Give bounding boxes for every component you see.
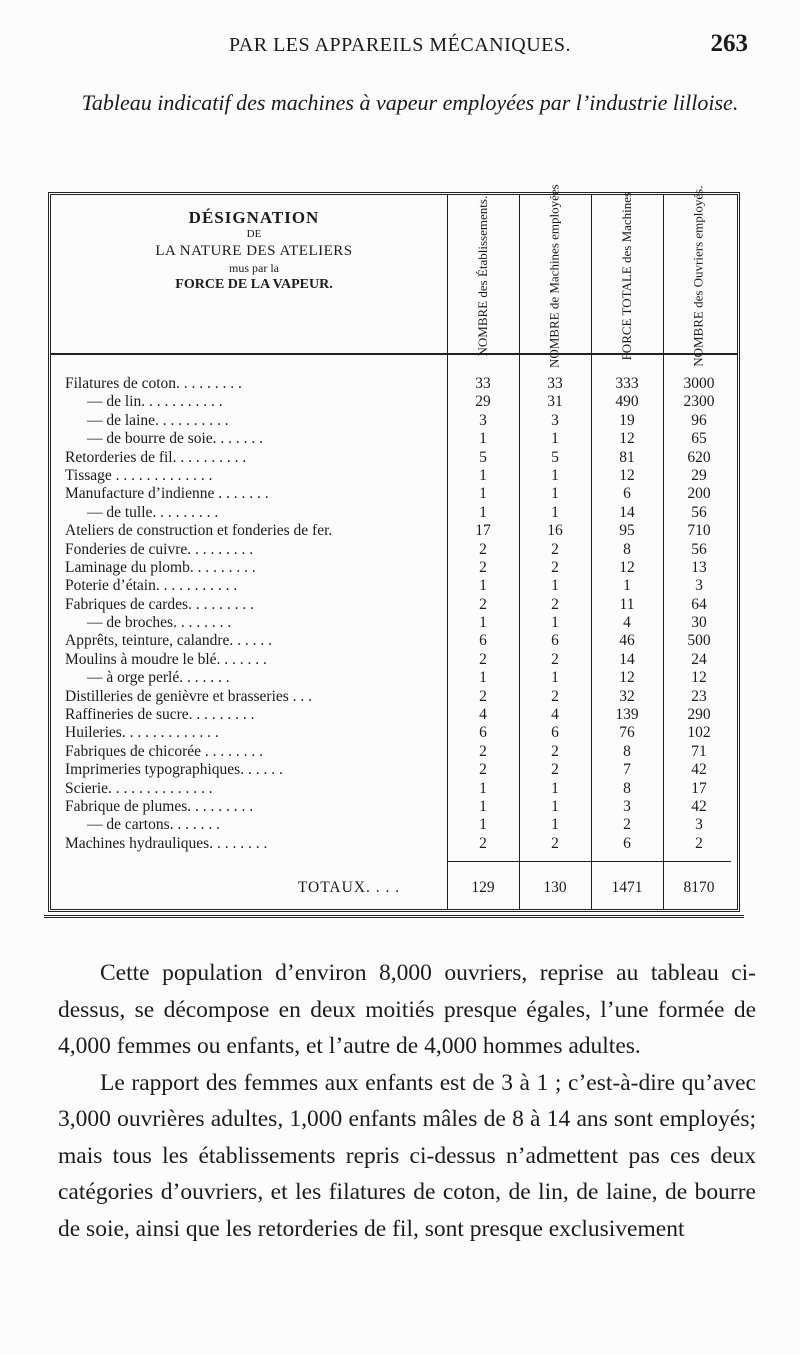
table-caption: Tableau indicatif des machines à vapeur employées par l’industrie lilloise.: [81, 90, 739, 115]
row-label: Ateliers de construction et fonderies de fer.: [65, 522, 333, 540]
cell-value: 5: [551, 448, 559, 466]
cell-value: 7: [623, 761, 631, 779]
body-text: [58, 955, 756, 1247]
cell-value: 620: [687, 448, 711, 466]
cell-value: 56: [691, 540, 707, 558]
table-row: [51, 688, 737, 706]
cell-value: 1: [551, 816, 559, 834]
cell-value: 6: [623, 485, 631, 503]
page-header: [0, 30, 800, 70]
cell-value: 139: [615, 706, 639, 724]
cell-value: 19: [619, 411, 635, 429]
cell-value: 65: [691, 430, 707, 448]
row-label: Machines hydrauliques. . . . . . . .: [65, 834, 268, 852]
totals-rule: [447, 861, 731, 862]
cell-value: 16: [547, 522, 563, 540]
column-header-force: FORCE TOTALE des Machines: [618, 191, 634, 361]
cell-value: 4: [479, 706, 487, 724]
cell-value: 1: [479, 503, 487, 521]
row-label: Raffineries de sucre. . . . . . . . .: [65, 706, 255, 724]
cell-value: 3: [695, 816, 703, 834]
row-label: Retorderies de fil. . . . . . . . . .: [65, 448, 247, 466]
cell-value: 46: [619, 632, 635, 650]
heading-line: mus par la: [229, 260, 279, 275]
row-label: Distilleries de genièvre et brasseries . . .: [65, 687, 313, 705]
header-rule: [51, 353, 737, 355]
row-label: — de tulle. . . . . . . . .: [87, 503, 219, 521]
cell-value: 56: [691, 503, 707, 521]
cell-value: 4: [551, 706, 559, 724]
cell-value: 2: [551, 834, 559, 852]
cell-value: 5: [479, 448, 487, 466]
table-row: [51, 375, 737, 393]
paragraph: Le rapport des femmes aux enfants est de 3 à 1 ; c’est-à-dire qu’avec 3,000 ouvrières adultes, 1,000 enfants mâles de 8 à 14 ans sont employés; mais tous les établissements repris ci-dessus n’admettent pas ces deux catégories d’ouvriers, et les filatures de coton, de lin, de laine, de bourre de soie, ainsi que les retorderies de fil, sont presque exclusivement: [58, 1069, 756, 1242]
cell-value: 24: [691, 650, 707, 668]
cell-value: 6: [479, 724, 487, 742]
table-row: [51, 798, 737, 816]
row-label: — de bourre de soie. . . . . . .: [87, 430, 264, 448]
table-row: [51, 485, 737, 503]
paragraph: Cette population d’environ 8,000 ouvriers, reprise au tableau ci-dessus, se décompose en deux moitiés presque égales, l’une formée de 4,000 femmes ou enfants, et l’autre de 4,000 hommes adultes.: [58, 960, 756, 1059]
cell-value: 1: [551, 614, 559, 632]
row-label: Moulins à moudre le blé. . . . . . .: [65, 650, 267, 668]
cell-value: 3: [551, 411, 559, 429]
cell-value: 76: [619, 724, 635, 742]
cell-value: 1: [551, 669, 559, 687]
row-label: Manufacture d’indienne . . . . . . .: [65, 485, 269, 503]
cell-value: 290: [687, 706, 711, 724]
cell-value: 1: [623, 577, 631, 595]
cell-value: 6: [551, 724, 559, 742]
cell-value: 2: [551, 742, 559, 760]
cell-value: 2: [479, 595, 487, 613]
row-label: Scierie. . . . . . . . . . . . . .: [65, 779, 213, 797]
cell-value: 17: [691, 779, 707, 797]
row-label: — à orge perlé. . . . . . .: [87, 669, 230, 687]
table-row: [51, 724, 737, 742]
table-row: [51, 614, 737, 632]
cell-value: 1: [479, 614, 487, 632]
row-label: Filatures de coton. . . . . . . . .: [65, 375, 242, 392]
running-title: PAR LES APPAREILS MÉCANIQUES.: [229, 34, 571, 56]
cell-value: 17: [475, 522, 491, 540]
cell-value: 1: [551, 430, 559, 448]
cell-value: 12: [619, 430, 635, 448]
cell-value: 2: [479, 558, 487, 576]
row-label: Fabriques de chicorée . . . . . . . .: [65, 742, 263, 760]
cell-value: 1: [551, 503, 559, 521]
row-label: — de broches. . . . . . . .: [87, 614, 232, 632]
cell-value: 12: [691, 669, 707, 687]
cell-value: 1: [479, 669, 487, 687]
row-label: Poterie d’étain. . . . . . . . . . .: [65, 577, 238, 595]
cell-value: 1: [479, 466, 487, 484]
cell-value: 2: [479, 761, 487, 779]
cell-value: 6: [623, 834, 631, 852]
cell-value: 13: [691, 558, 707, 576]
cell-value: 4: [623, 614, 631, 632]
cell-value: 12: [619, 669, 635, 687]
row-label: — de cartons. . . . . . .: [87, 816, 221, 834]
table-body: [51, 375, 737, 853]
cell-value: 2: [479, 540, 487, 558]
cell-value: 11: [619, 595, 635, 613]
cell-value: 1: [479, 779, 487, 797]
cell-value: 1: [479, 797, 487, 815]
cell-value: 2: [551, 595, 559, 613]
cell-value: 95: [619, 522, 635, 540]
page-number: 263: [710, 30, 748, 57]
table-row: [51, 467, 737, 485]
row-label: Huileries. . . . . . . . . . . . .: [65, 724, 219, 742]
table-row: [51, 393, 737, 411]
cell-value: 3: [695, 577, 703, 595]
totals-label: TOTAUX. . . .: [297, 879, 401, 896]
table-row: [51, 430, 737, 448]
row-label: Tissage . . . . . . . . . . . . .: [65, 466, 213, 484]
cell-value: 30: [691, 614, 707, 632]
cell-value: 710: [687, 522, 711, 540]
cell-value: 1: [551, 466, 559, 484]
cell-value: 64: [691, 595, 707, 613]
table-row: [51, 504, 737, 522]
cell-value: 1: [551, 779, 559, 797]
cell-value: 81: [619, 448, 635, 466]
table-row: [51, 651, 737, 669]
cell-value: 500: [687, 632, 711, 650]
cell-value: 2: [551, 558, 559, 576]
cell-value: 71: [691, 742, 707, 760]
table-row: [51, 596, 737, 614]
cell-value: 2: [479, 687, 487, 705]
table-row: [51, 761, 737, 779]
cell-value: 1: [479, 816, 487, 834]
table-row: [51, 632, 737, 650]
column-header-establishments: NOMBRE des Établissements.: [474, 195, 490, 357]
cell-value: 12: [619, 466, 635, 484]
cell-value: 3: [623, 797, 631, 815]
cell-value: 23: [691, 687, 707, 705]
table-row: [51, 816, 737, 834]
table-row: [51, 412, 737, 430]
table-row: [51, 706, 737, 724]
row-label: Fabrique de plumes. . . . . . . . .: [65, 797, 254, 815]
heading-line: DE: [246, 228, 262, 241]
cell-value: 2: [623, 816, 631, 834]
cell-value: 8: [623, 779, 631, 797]
cell-value: 1: [479, 485, 487, 503]
table-row: [51, 577, 737, 595]
cell-value: 2: [479, 834, 487, 852]
cell-value: 102: [687, 724, 711, 742]
cell-value: 42: [691, 797, 707, 815]
cell-value: 2: [551, 687, 559, 705]
cell-value: 31: [547, 393, 563, 411]
totals-row: [51, 879, 737, 899]
cell-value: 200: [687, 485, 711, 503]
cell-value: 14: [619, 650, 635, 668]
cell-value: 32: [619, 687, 635, 705]
cell-value: 2: [695, 834, 703, 852]
table-row: [51, 780, 737, 798]
cell-value: 29: [475, 393, 491, 411]
cell-value: 1: [479, 577, 487, 595]
cell-value: 6: [479, 632, 487, 650]
total-establishments: 129: [471, 879, 495, 896]
table-row: [51, 541, 737, 559]
designation-heading: [59, 207, 449, 293]
cell-value: 14: [619, 503, 635, 521]
cell-value: 2: [551, 650, 559, 668]
row-label: Fabriques de cardes. . . . . . . . .: [65, 595, 254, 613]
cell-value: 8: [623, 540, 631, 558]
total-machines: 130: [543, 879, 567, 896]
steam-machines-table: [48, 184, 740, 912]
row-label: — de laine. . . . . . . . . .: [87, 411, 229, 429]
cell-value: 96: [691, 411, 707, 429]
cell-value: 29: [691, 466, 707, 484]
cell-value: 2: [551, 761, 559, 779]
cell-value: 3000: [683, 375, 715, 392]
heading-line: FORCE DE LA VAPEUR.: [175, 276, 333, 292]
row-label: Laminage du plomb. . . . . . . . .: [65, 558, 256, 576]
cell-value: 33: [547, 375, 563, 392]
table-row: [51, 449, 737, 467]
table-bottom-rule: [44, 915, 744, 918]
row-label: Fonderies de cuivre. . . . . . . . .: [65, 540, 254, 558]
row-label: Imprimeries typographiques. . . . . .: [65, 761, 283, 779]
cell-value: 333: [615, 375, 639, 392]
cell-value: 8: [623, 742, 631, 760]
total-workers: 8170: [683, 879, 715, 896]
cell-value: 33: [475, 375, 491, 392]
cell-value: 42: [691, 761, 707, 779]
row-label: — de lin. . . . . . . . . . .: [87, 393, 223, 411]
cell-value: 490: [615, 393, 639, 411]
table-row: [51, 559, 737, 577]
table-row: [51, 522, 737, 540]
total-force: 1471: [611, 879, 643, 896]
cell-value: 2300: [683, 393, 715, 411]
cell-value: 6: [551, 632, 559, 650]
table-row: [51, 743, 737, 761]
cell-value: 2: [479, 742, 487, 760]
column-header-workers: NOMBRE des Ouvriers employés.: [690, 185, 706, 367]
table-row: [51, 835, 737, 853]
cell-value: 1: [551, 485, 559, 503]
cell-value: 3: [479, 411, 487, 429]
heading-line: DÉSIGNATION: [188, 208, 320, 227]
cell-value: 1: [551, 797, 559, 815]
cell-value: 2: [551, 540, 559, 558]
cell-value: 1: [551, 577, 559, 595]
heading-line: LA NATURE DES ATELIERS: [155, 243, 353, 259]
cell-value: 2: [479, 650, 487, 668]
row-label: Apprêts, teinture, calandre. . . . . .: [65, 632, 273, 650]
table-row: [51, 669, 737, 687]
column-header-machines: NOMBRE de Machines employées: [546, 184, 562, 368]
cell-value: 1: [479, 430, 487, 448]
cell-value: 12: [619, 558, 635, 576]
